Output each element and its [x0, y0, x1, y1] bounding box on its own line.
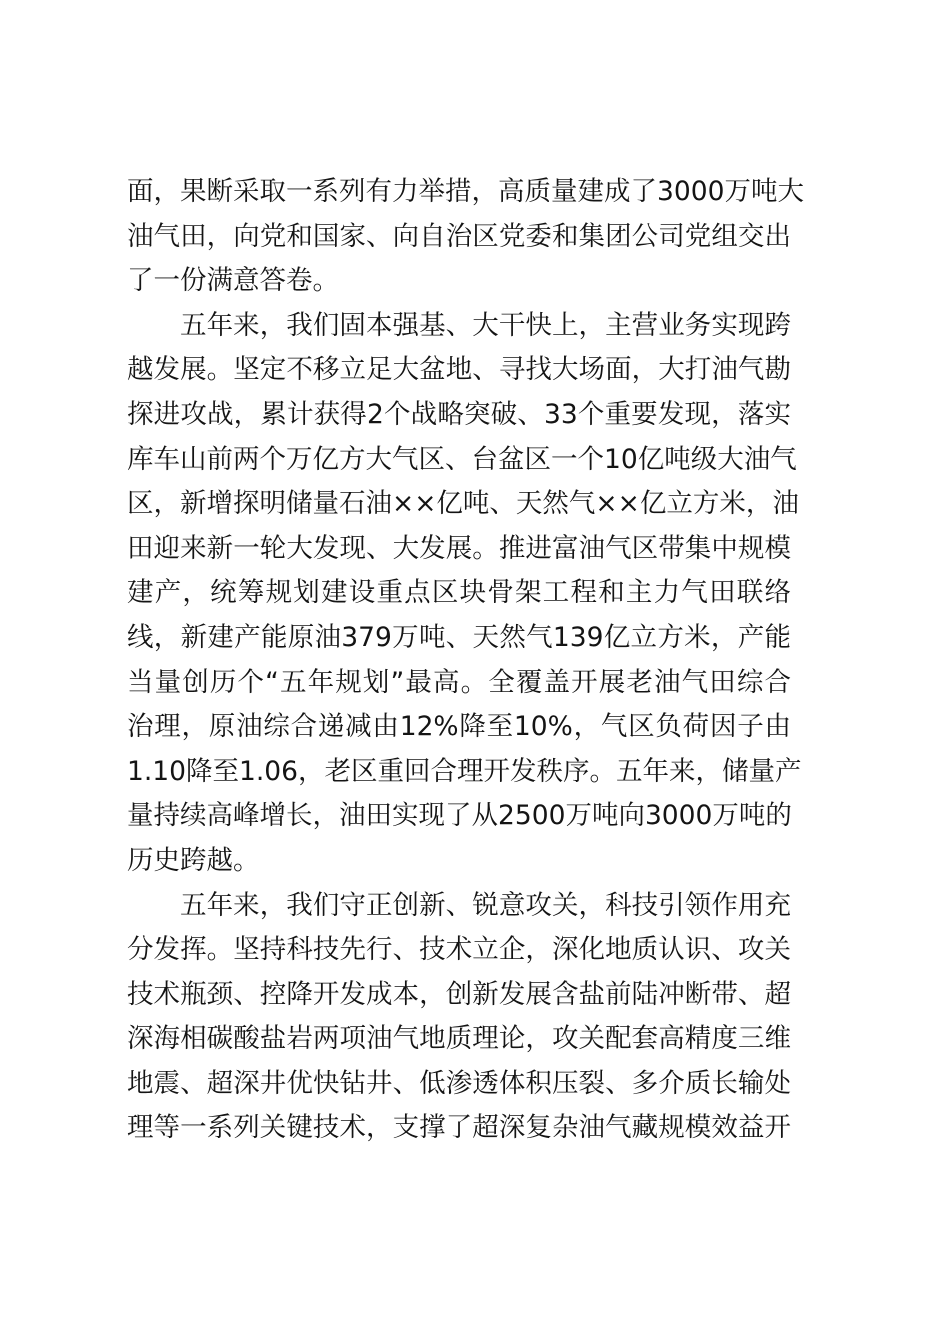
paragraph-line: 区，新增探明储量石油××亿吨、天然气××亿立方米，油	[127, 488, 799, 520]
paragraph-line: 建产，统筹规划建设重点区块骨架工程和主力气田联络	[127, 577, 791, 609]
document-body	[127, 170, 804, 1151]
paragraph-line: 理等一系列关键技术，支撑了超深复杂油气藏规模效益开	[127, 1112, 791, 1144]
paragraph-line: 田迎来新一轮大发现、大发展。推进富油气区带集中规模	[127, 532, 791, 564]
paragraph-line: 线，新建产能原油379万吨、天然气139亿立方米，产能	[127, 621, 791, 653]
paragraph-line: 五年来，我们固本强基、大干快上，主营业务实现跨	[180, 309, 791, 341]
paragraph-line: 面，果断采取一系列有力举措，高质量建成了3000万吨大	[127, 176, 804, 207]
paragraph-line: 技术瓶颈、控降开发成本，创新发展含盐前陆冲断带、超	[127, 978, 791, 1010]
paragraph-line: 越发展。坚定不移立足大盆地、寻找大场面，大打油气勘	[127, 354, 791, 386]
paragraph-line: 治理，原油综合递减由12%降至10%，气区负荷因子由	[127, 711, 791, 743]
paragraph-line: 了一份满意答卷。	[127, 265, 339, 297]
paragraph-2	[127, 304, 802, 884]
paragraph-1	[127, 170, 804, 304]
paragraph-line: 分发挥。坚持科技先行、技术立企，深化地质认识、攻关	[127, 934, 791, 966]
paragraph-line: 深海相碳酸盐岩两项油气地质理论，攻关配套高精度三维	[127, 1023, 791, 1055]
paragraph-line: 探进攻战，累计获得2个战略突破、33个重要发现，落实	[127, 398, 791, 430]
paragraph-line: 油气田，向党和国家、向自治区党委和集团公司党组交出	[127, 220, 791, 252]
paragraph-line: 五年来，我们守正创新、锐意攻关，科技引领作用充	[180, 889, 791, 921]
paragraph-line: 库车山前两个万亿方大气区、台盆区一个10亿吨级大油气	[127, 443, 797, 475]
paragraph-3	[127, 884, 791, 1152]
paragraph-line: 量持续高峰增长，油田实现了从2500万吨向3000万吨的	[127, 800, 792, 832]
paragraph-line: 当量创历个“五年规划”最高。全覆盖开展老油气田综合	[127, 666, 791, 698]
paragraph-line: 地震、超深井优快钻井、低渗透体积压裂、多介质长输处	[127, 1067, 791, 1099]
paragraph-line: 历史跨越。	[127, 844, 260, 876]
paragraph-line: 1.10降至1.06，老区重回合理开发秩序。五年来，储量产	[127, 755, 802, 787]
